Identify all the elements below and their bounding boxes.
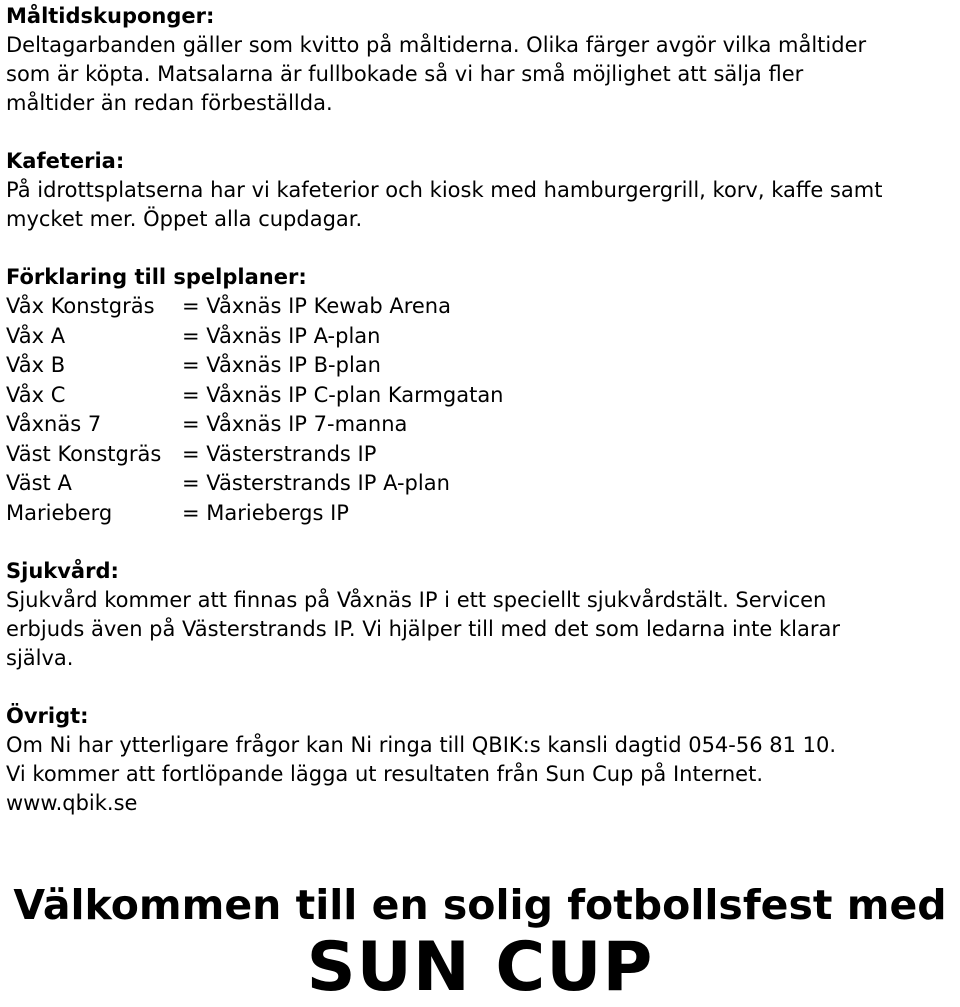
section-kafeteria (6, 147, 956, 234)
paragraph-line: Sjukvård kommer att finnas på Våxnäs IP i ett speciellt sjukvårdstält. Servicen (6, 588, 827, 612)
list-item (6, 322, 956, 352)
event-name-heading: SUN CUP (306, 928, 654, 1007)
section-title-kafeteria: Kafeteria: (6, 149, 125, 173)
section-title-ovrigt: Övrigt: (6, 704, 89, 728)
list-item (6, 499, 956, 529)
section-spelplaner (6, 263, 956, 528)
list-item (6, 351, 956, 381)
paragraph-line: som är köpta. Matsalarna är fullbokade så vi har små möjlighet att sälja fler (6, 62, 804, 86)
document-page (6, 0, 956, 818)
plan-full-name: = Våxnäs IP Kewab Arena (182, 294, 451, 318)
paragraph-line: På idrottsplatserna har vi kafeterior och kiosk med hamburgergrill, korv, kaffe samt (6, 178, 883, 202)
paragraph-line: måltider än redan förbeställda. (6, 91, 333, 115)
plan-abbreviation: Väst A (6, 471, 72, 495)
welcome-heading: Välkommen till en solig fotbollsfest med (13, 881, 947, 929)
paragraph-line: Vi kommer att fortlöpande lägga ut resultaten från Sun Cup på Internet. (6, 762, 764, 786)
plan-full-name: = Mariebergs IP (182, 500, 349, 525)
plan-abbreviation: Våx Konstgräs (6, 294, 155, 318)
plan-abbreviation: Våxnäs 7 (6, 412, 102, 436)
plan-full-name: = Våxnäs IP B-plan (182, 353, 381, 377)
list-item (6, 410, 956, 440)
section-title-sjukvard: Sjukvård: (6, 559, 119, 583)
paragraph-line: mycket mer. Öppet alla cupdagar. (6, 207, 363, 231)
plan-abbreviation: Våx A (6, 323, 66, 348)
section-title-spelplaner: Förklaring till spelplaner: (6, 265, 307, 289)
plan-abbreviation: Marieberg (6, 500, 113, 525)
plan-full-name: = Våxnäs IP A-plan (182, 323, 381, 348)
section-title-maltidskuponger: Måltidskuponger: (6, 4, 215, 28)
plan-abbreviation: Väst Konstgräs (6, 441, 162, 466)
plan-full-name: = Västerstrands IP (182, 441, 377, 466)
section-maltidskuponger (6, 2, 956, 118)
list-item (6, 292, 956, 322)
plan-full-name: = Våxnäs IP C-plan Karmgatan (182, 382, 504, 407)
plan-abbreviation: Våx B (6, 353, 66, 377)
list-item (6, 440, 956, 470)
paragraph-line: själva. (6, 646, 74, 670)
plan-full-name: = Västerstrands IP A-plan (182, 471, 450, 495)
plan-abbreviation: Våx C (6, 382, 66, 407)
list-item (6, 381, 956, 411)
list-item (6, 469, 956, 499)
section-sjukvard (6, 557, 956, 673)
plan-full-name: = Våxnäs IP 7-manna (182, 412, 408, 436)
section-ovrigt (6, 702, 956, 818)
website-link-text: www.qbik.se (6, 791, 138, 815)
paragraph-line: Deltagarbanden gäller som kvitto på måltiderna. Olika färger avgör vilka måltider (6, 33, 867, 57)
paragraph-line: Om Ni har ytterligare frågor kan Ni ringa till QBIK:s kansli dagtid 054-56 81 10. (6, 733, 837, 757)
paragraph-line: erbjuds även på Västerstrands IP. Vi hjälper till med det som ledarna inte klarar (6, 617, 840, 641)
spelplaner-list (6, 292, 956, 528)
